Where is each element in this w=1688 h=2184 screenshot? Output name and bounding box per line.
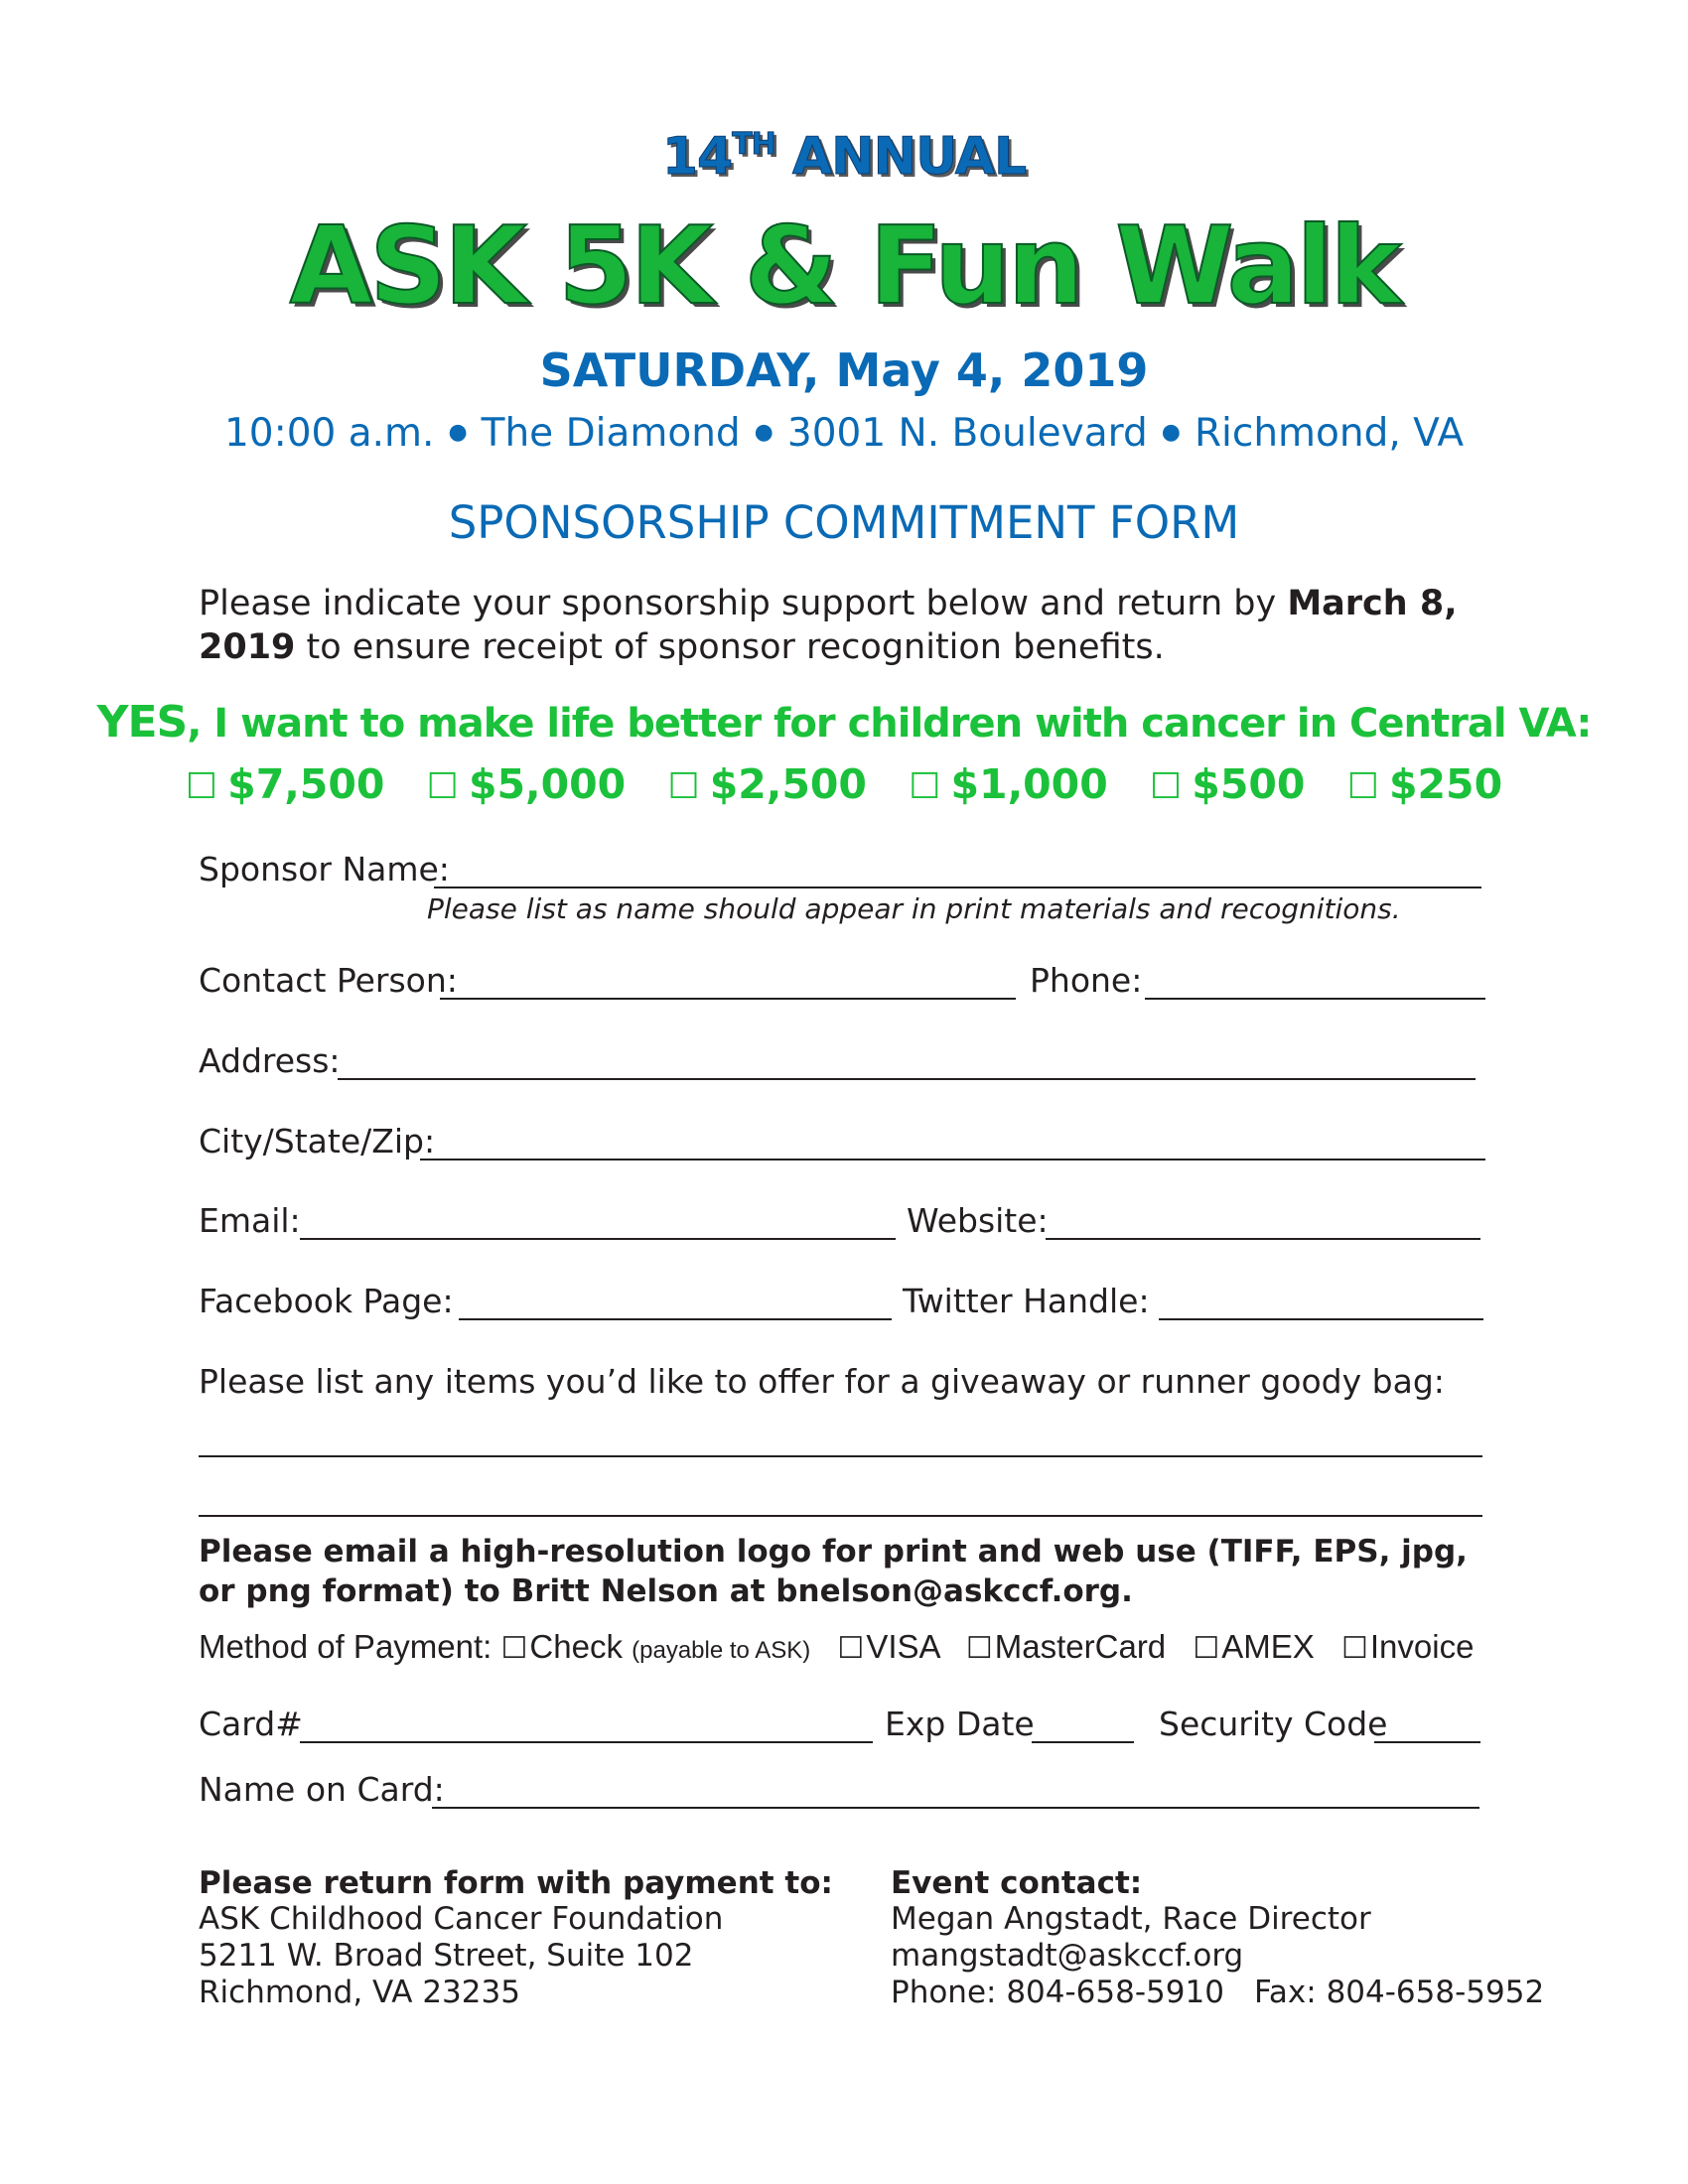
payment-option-invoice[interactable] <box>1341 1628 1474 1665</box>
return-address-block <box>199 1865 833 2011</box>
bullet-icon: ● <box>448 420 468 445</box>
contact-name: Megan Angstadt, Race Director <box>891 1901 1371 1937</box>
checkbox-icon[interactable]: ☐ <box>837 1632 865 1665</box>
contact-person-label: Contact Person: <box>199 961 458 1000</box>
return-street: 5211 W. Broad Street, Suite 102 <box>199 1938 694 1974</box>
form-title: SPONSORSHIP COMMITMENT FORM <box>448 496 1240 549</box>
amount-option-500[interactable] <box>1150 760 1305 808</box>
event-street: 3001 N. Boulevard <box>786 411 1148 456</box>
payment-option-visa[interactable] <box>837 1628 938 1665</box>
intro-text <box>199 582 1509 669</box>
twitter-field[interactable] <box>1159 1318 1483 1320</box>
sponsor-name-hint: Please list as name should appear in print materials and recognitions. <box>427 892 1401 925</box>
checkbox-icon[interactable]: ☐ <box>500 1632 528 1665</box>
security-code-label: Security Code <box>1159 1705 1388 1743</box>
payment-option-amex[interactable] <box>1193 1628 1314 1665</box>
sponsor-name-label: Sponsor Name: <box>199 850 450 888</box>
checkbox-icon[interactable]: ☐ <box>1193 1632 1220 1665</box>
giveaway-field-2[interactable] <box>199 1515 1482 1517</box>
card-number-label: Card# <box>199 1705 303 1743</box>
security-code-field[interactable] <box>1374 1741 1480 1743</box>
event-time: 10:00 a.m. <box>223 411 435 456</box>
contact-fax: Fax: 804-658-5952 <box>1253 1975 1545 2010</box>
city-state-zip-label: City/State/Zip: <box>199 1122 436 1160</box>
event-date: SATURDAY, May 4, 2019 <box>539 343 1149 397</box>
return-city: Richmond, VA 23235 <box>199 1975 520 2010</box>
payment-option-mastercard[interactable] <box>966 1628 1166 1665</box>
annual-number: 14 <box>661 127 733 187</box>
website-label: Website: <box>907 1201 1049 1240</box>
event-contact-block <box>891 1865 1544 2011</box>
name-on-card-label: Name on Card: <box>199 1770 445 1809</box>
giveaway-label: Please list any items you’d like to offer for a giveaway or runner goody bag: <box>199 1362 1445 1401</box>
amount-option-5000[interactable] <box>427 760 627 808</box>
payment-label: Method of Payment: <box>199 1628 492 1665</box>
website-field[interactable] <box>1046 1238 1480 1240</box>
checkbox-icon[interactable]: ☐ <box>909 766 941 807</box>
twitter-label: Twitter Handle: <box>903 1282 1150 1320</box>
amount-label: $5,000 <box>468 760 627 808</box>
contact-email[interactable]: mangstadt@askccf.org <box>891 1938 1244 1974</box>
contact-person-field[interactable] <box>440 998 1016 1000</box>
amount-label: $250 <box>1388 760 1503 808</box>
amount-label: $7,500 <box>227 760 385 808</box>
amount-label: $500 <box>1192 760 1306 808</box>
checkbox-icon[interactable]: ☐ <box>965 1632 993 1665</box>
checkbox-icon[interactable]: ☐ <box>1346 766 1379 807</box>
phone-label: Phone: <box>1030 961 1143 1000</box>
amex-label: AMEX <box>1221 1628 1315 1665</box>
exp-date-label: Exp Date <box>885 1705 1035 1743</box>
visa-label: VISA <box>866 1628 939 1665</box>
card-number-field[interactable] <box>300 1741 873 1743</box>
email-field[interactable] <box>300 1238 896 1240</box>
checkbox-icon[interactable]: ☐ <box>1150 766 1183 807</box>
yes-word: YES <box>96 697 188 748</box>
return-heading: Please return form with payment to: <box>199 1865 833 1901</box>
contact-phone: Phone: 804-658-5910 <box>891 1975 1224 2010</box>
checkbox-icon[interactable]: ☐ <box>426 766 459 807</box>
city-state-zip-field[interactable] <box>420 1159 1485 1160</box>
annual-superscript: TH <box>732 127 775 162</box>
annual-word: ANNUAL <box>791 127 1027 187</box>
invoice-label: Invoice <box>1369 1628 1475 1665</box>
amount-option-7500[interactable] <box>186 760 385 808</box>
address-label: Address: <box>199 1041 341 1080</box>
email-label: Email: <box>199 1201 301 1240</box>
sponsor-name-field[interactable] <box>434 887 1481 888</box>
contact-heading: Event contact: <box>891 1865 1143 1901</box>
checkbox-icon[interactable]: ☐ <box>1340 1632 1368 1665</box>
sponsorship-amounts <box>0 760 1688 808</box>
payment-option-check[interactable] <box>501 1628 811 1665</box>
return-org: ASK Childhood Cancer Foundation <box>199 1901 724 1937</box>
checkbox-icon[interactable]: ☐ <box>185 766 218 807</box>
logo-note: Please email a high-resolution logo for print and web use (TIFF, EPS, jpg, or png format) to Britt Nelson at bnelson@askccf.org. <box>199 1534 1468 1609</box>
amount-option-250[interactable] <box>1347 760 1502 808</box>
yes-statement <box>0 697 1688 748</box>
checkbox-icon[interactable]: ☐ <box>667 766 700 807</box>
amount-option-1000[interactable] <box>909 760 1108 808</box>
event-title: ASK 5K & Fun Walk <box>289 205 1399 329</box>
intro-after: to ensure receipt of sponsor recognition benefits. <box>295 627 1165 667</box>
event-location <box>0 411 1688 456</box>
deadline-date: March 8, 2019 <box>199 584 1458 667</box>
phone-field[interactable] <box>1145 998 1485 1000</box>
amount-label: $2,500 <box>709 760 867 808</box>
yes-rest: , I want to make life better for children with cancer in Central VA: <box>187 701 1592 747</box>
facebook-label: Facebook Page: <box>199 1282 454 1320</box>
intro-before: Please indicate your sponsorship support below and return by <box>199 584 1288 623</box>
event-city: Richmond, VA <box>1194 411 1465 456</box>
facebook-field[interactable] <box>459 1318 892 1320</box>
bullet-icon: ● <box>1161 420 1181 445</box>
check-note: (payable to ASK) <box>632 1637 811 1664</box>
mastercard-label: MasterCard <box>994 1628 1167 1665</box>
address-field[interactable] <box>338 1078 1476 1080</box>
payment-methods <box>199 1628 1474 1666</box>
giveaway-field-1[interactable] <box>199 1455 1482 1457</box>
amount-label: $1,000 <box>950 760 1108 808</box>
bullet-icon: ● <box>754 420 774 445</box>
annual-heading <box>0 127 1688 187</box>
check-label: Check <box>529 1628 623 1665</box>
name-on-card-field[interactable] <box>432 1807 1479 1809</box>
exp-date-field[interactable] <box>1032 1741 1134 1743</box>
contact-phones <box>891 1975 1544 2011</box>
amount-option-2500[interactable] <box>667 760 867 808</box>
event-venue: The Diamond <box>481 411 741 456</box>
